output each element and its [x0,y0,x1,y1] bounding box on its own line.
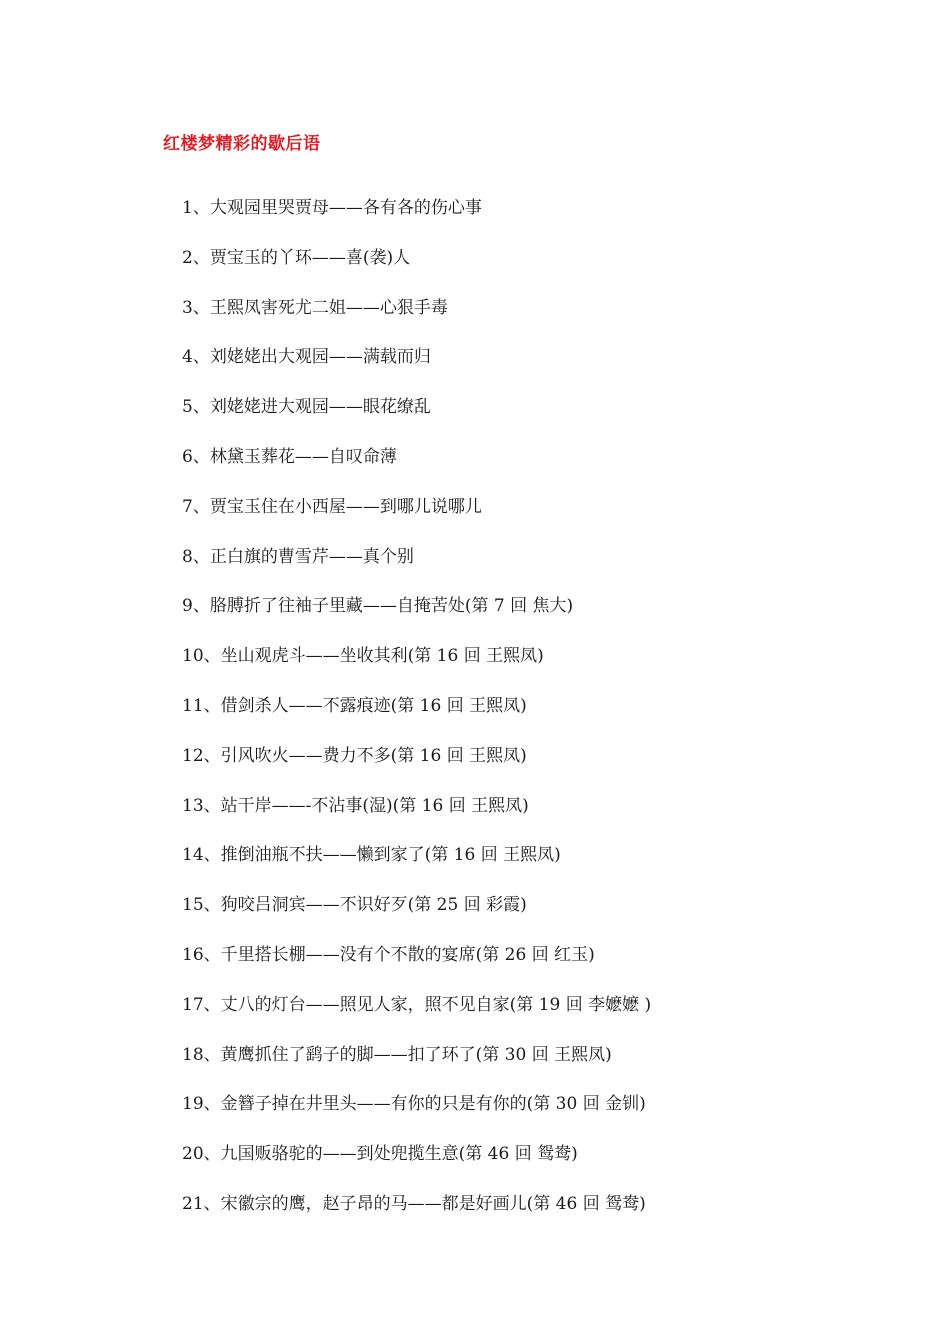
list-item: 11、借剑杀人——不露痕迹(第 16 回 王熙凤) [182,695,527,716]
list-item: 4、刘姥姥出大观园——满载而归 [182,347,431,368]
list-item: 1、大观园里哭贾母——各有各的伤心事 [182,198,482,218]
proverb-list [182,196,651,1242]
list-item: 9、胳膊折了往袖子里藏——自掩苦处(第 7 回 焦大) [182,596,574,617]
list-item: 2、贾宝玉的丫环——喜(袭)人 [182,247,411,268]
list-item: 21、宋徽宗的鹰，赵子昂的马——都是好画儿(第 46 回 鸳鸯) [182,1193,646,1214]
list-item: 7、贾宝玉住在小西屋——到哪儿说哪儿 [182,496,482,517]
list-item: 16、千里搭长棚——没有个不散的宴席(第 26 回 红玉) [182,944,595,965]
list-item: 12、引风吹火——费力不多(第 16 回 王熙凤) [182,745,527,766]
list-item: 15、狗咬吕洞宾——不识好歹(第 25 回 彩霞) [182,895,527,916]
list-item: 19、金簪子掉在井里头——有你的只是有你的(第 30 回 金钏) [182,1094,646,1115]
list-item: 13、站干岸——-不沾事(湿)(第 16 回 王熙凤) [182,795,529,816]
list-item: 8、正白旗的曹雪芹——真个别 [182,546,414,567]
list-item: 5、刘姥姥进大观园——眼花缭乱 [182,397,431,418]
list-item: 14、推倒油瓶不扶——懒到家了(第 16 回 王熙凤) [182,845,561,866]
document-title: 红楼梦精彩的歇后语 [163,134,321,154]
list-item: 18、黄鹰抓住了鹞子的脚——扣了环了(第 30 回 王熙凤) [182,1044,612,1065]
list-item: 10、坐山观虎斗——坐收其利(第 16 回 王熙凤) [182,646,544,667]
list-item: 17、丈八的灯台——照见人家，照不见自家(第 19 回 李嬷嬷 ) [182,994,652,1015]
list-item: 6、林黛玉葬花——自叹命薄 [182,446,397,467]
list-item: 20、九国贩骆驼的——到处兜揽生意(第 46 回 鸳鸯) [182,1144,578,1165]
list-item: 3、王熙凤害死尤二姐——心狠手毒 [182,297,448,318]
